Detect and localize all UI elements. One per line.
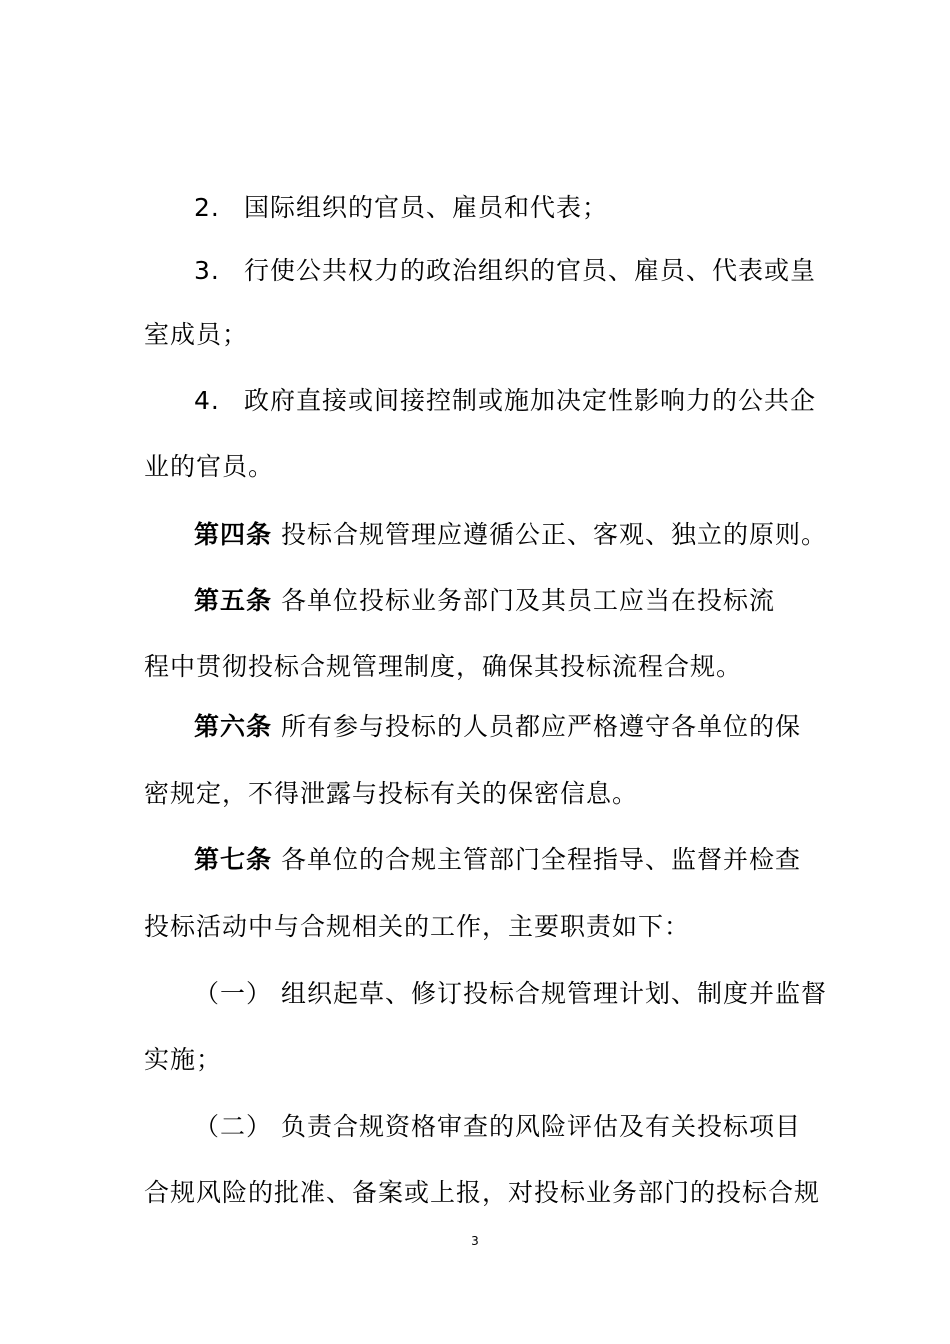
article-7 bbox=[194, 844, 801, 876]
article-text: 所有参与投标的人员都应严格遵守各单位的保 bbox=[280, 712, 801, 741]
item-4-continuation: 业的官员。 bbox=[144, 452, 275, 481]
article-6-continuation: 密规定，不得泄露与投标有关的保密信息。 bbox=[144, 779, 639, 808]
item-text: 政府直接或间接控制或施加决定性影响力的公共企 bbox=[244, 386, 817, 415]
item-4 bbox=[194, 385, 816, 417]
article-4 bbox=[194, 519, 827, 551]
item-text: 国际组织的官员、雇员和代表； bbox=[244, 193, 609, 222]
duty-2 bbox=[194, 1111, 801, 1143]
page-number: 3 bbox=[471, 1234, 479, 1248]
article-label: 第四条 bbox=[194, 520, 273, 549]
duty-1-continuation: 实施； bbox=[144, 1045, 223, 1074]
article-label: 第五条 bbox=[194, 586, 273, 615]
item-number: 4. bbox=[194, 386, 220, 415]
item-3 bbox=[194, 255, 816, 287]
duty-1 bbox=[194, 978, 827, 1010]
article-text: 投标合规管理应遵循公正、客观、独立的原则。 bbox=[280, 520, 827, 549]
article-5 bbox=[194, 585, 775, 617]
duty-label: （二） bbox=[194, 1112, 273, 1141]
duty-text: 组织起草、修订投标合规管理计划、制度并监督 bbox=[280, 979, 827, 1008]
item-number: 2. bbox=[194, 193, 220, 222]
item-2 bbox=[194, 192, 608, 224]
article-label: 第六条 bbox=[194, 712, 273, 741]
article-label: 第七条 bbox=[194, 845, 273, 874]
item-number: 3. bbox=[194, 256, 220, 285]
article-text: 各单位投标业务部门及其员工应当在投标流 bbox=[280, 586, 775, 615]
item-3-continuation: 室成员； bbox=[144, 320, 249, 349]
article-6 bbox=[194, 711, 801, 743]
article-5-continuation: 程中贯彻投标合规管理制度，确保其投标流程合规。 bbox=[144, 652, 743, 681]
duty-label: （一） bbox=[194, 979, 273, 1008]
duty-2-continuation: 合规风险的批准、备案或上报，对投标业务部门的投标合规 bbox=[144, 1178, 821, 1207]
article-text: 各单位的合规主管部门全程指导、监督并检查 bbox=[280, 845, 801, 874]
item-text: 行使公共权力的政治组织的官员、雇员、代表或皇 bbox=[244, 256, 817, 285]
duty-text: 负责合规资格审查的风险评估及有关投标项目 bbox=[280, 1112, 801, 1141]
article-7-continuation: 投标活动中与合规相关的工作，主要职责如下： bbox=[144, 912, 691, 941]
